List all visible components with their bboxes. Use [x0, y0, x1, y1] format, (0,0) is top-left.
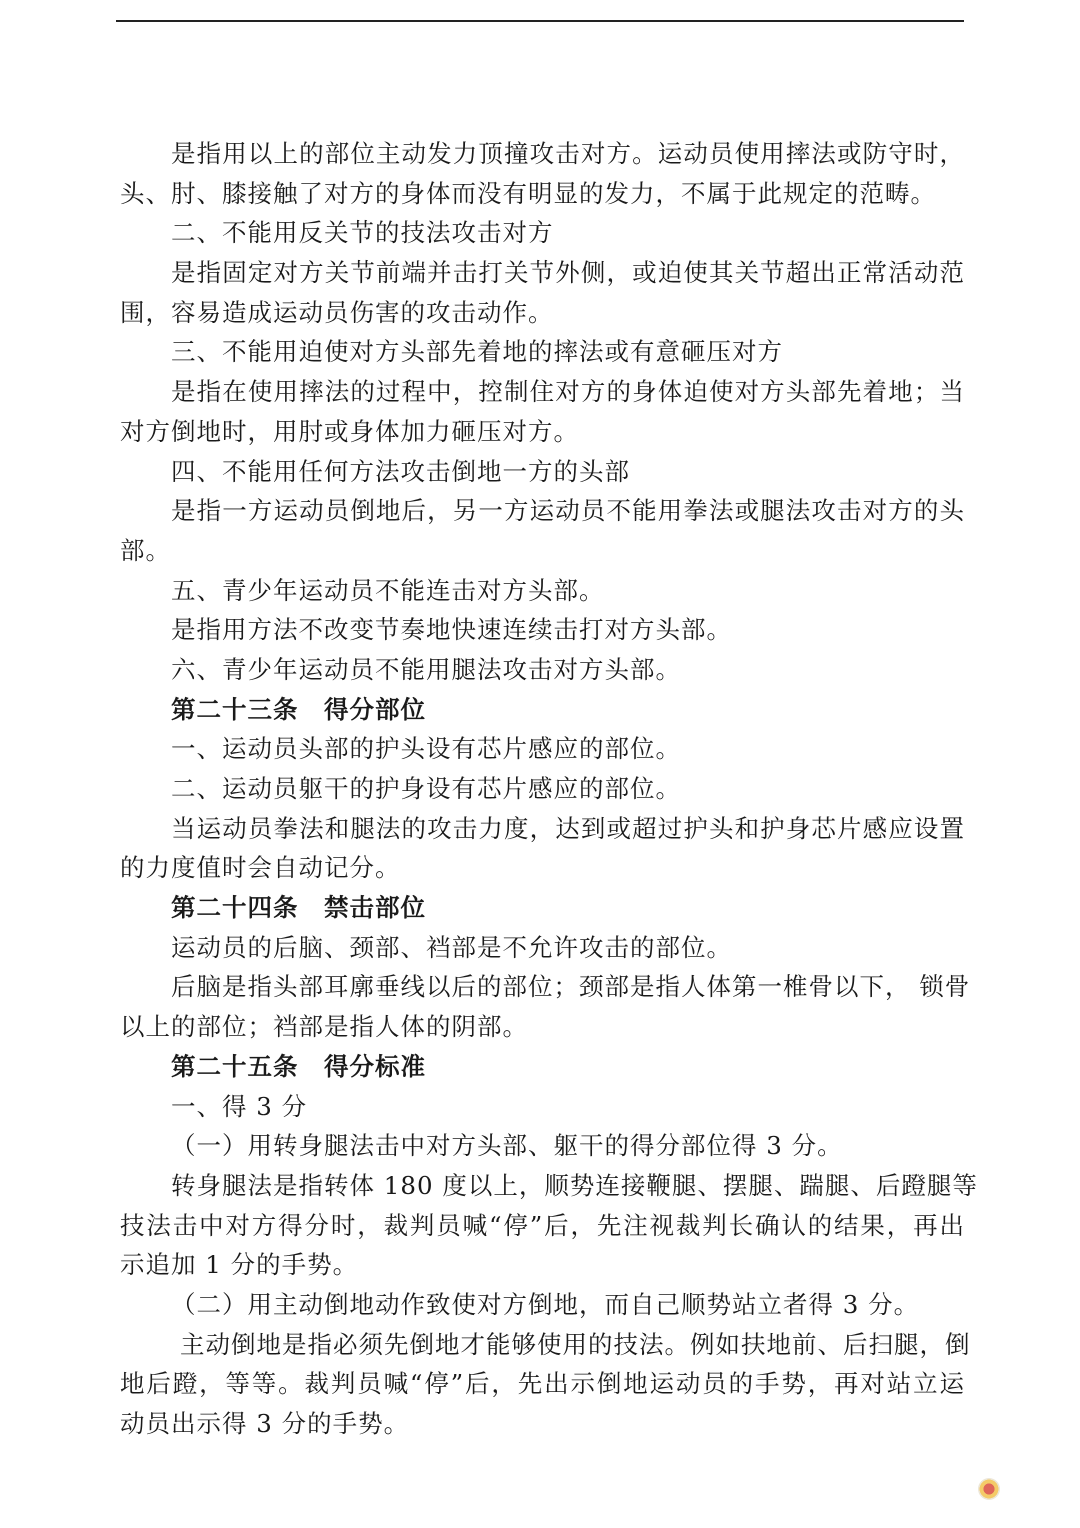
seal-logo-icon — [978, 1478, 1000, 1500]
paragraph-line: 部。 — [120, 535, 171, 565]
paragraph-line: 一、得 3 分 — [171, 1091, 308, 1121]
paragraph-line: 的力度值时会自动记分。 — [120, 853, 401, 883]
paragraph-line: 运动员的后脑、颈部、裆部是不允许攻击的部位。 — [171, 932, 732, 962]
article-heading: 第二十四条 禁击部位 — [171, 893, 426, 923]
paragraph-line: 技法击中对方得分时，裁判员喊“停”后，先注视裁判长确认的结果，再出 — [120, 1210, 965, 1240]
header-rule — [116, 20, 964, 22]
article-heading: 第二十三条 得分部位 — [171, 694, 426, 724]
paragraph-line: 当运动员拳法和腿法的攻击力度，达到或超过护头和护身芯片感应设置 — [171, 813, 965, 843]
paragraph-line: 二、运动员躯干的护身设有芯片感应的部位。 — [171, 774, 681, 803]
paragraph-line: 六、青少年运动员不能用腿法攻击对方头部。 — [171, 654, 681, 684]
paragraph-line: 二、不能用反关节的技法攻击对方 — [171, 218, 554, 248]
paragraph-line: 是指用以上的部位主动发力顶撞攻击对方。运动员使用摔法或防守时， — [171, 139, 965, 168]
article-heading: 第二十五条 得分标准 — [171, 1051, 426, 1081]
paragraph-line: 后脑是指头部耳廓垂线以后的部位；颈部是指人体第一椎骨以下， 锁骨 — [171, 972, 971, 1002]
paragraph-line: 主动倒地是指必须先倒地才能够使用的技法。例如扶地前、后扫腿，倒 — [180, 1329, 971, 1359]
paragraph-line: 三、不能用迫使对方头部先着地的摔法或有意砸压对方 — [171, 337, 783, 367]
paragraph-line: 地后蹬，等等。裁判员喊“停”后，先出示倒地运动员的手势，再对站立运 — [120, 1369, 965, 1399]
paragraph-line: （一）用转身腿法击中对方头部、躯干的得分部位得 3 分。 — [171, 1131, 843, 1161]
paragraph-line: 动员出示得 3 分的手势。 — [120, 1409, 410, 1438]
paragraph-line: 是指在使用摔法的过程中，控制住对方的身体迫使对方头部先着地；当 — [171, 377, 965, 407]
paragraph-line: 四、不能用任何方法攻击倒地一方的头部 — [171, 456, 630, 486]
paragraph-line: 以上的部位；裆部是指人体的阴部。 — [120, 1012, 528, 1042]
paragraph-line: 对方倒地时，用肘或身体加力砸压对方。 — [120, 416, 579, 446]
paragraph-line: 头、肘、膝接触了对方的身体而没有明显的发力，不属于此规定的范畴。 — [120, 178, 936, 208]
paragraph-line: 是指一方运动员倒地后，另一方运动员不能用拳法或腿法攻击对方的头 — [171, 496, 965, 526]
paragraph-line: 一、运动员头部的护头设有芯片感应的部位。 — [171, 734, 681, 764]
document-body — [120, 134, 978, 1444]
paragraph-line: 五、青少年运动员不能连击对方头部。 — [171, 575, 605, 605]
paragraph-line: （二）用主动倒地动作致使对方倒地，而自己顺势站立者得 3 分。 — [171, 1289, 920, 1319]
paragraph-line: 示追加 1 分的手势。 — [120, 1250, 359, 1280]
paragraph-line: 转身腿法是指转体 180 度以上，顺势连接鞭腿、摆腿、踹腿、后蹬腿等 — [171, 1170, 978, 1200]
paragraph-line: 是指用方法不改变节奏地快速连续击打对方头部。 — [171, 615, 732, 645]
paragraph-line: 围，容易造成运动员伤害的攻击动作。 — [120, 297, 554, 327]
paragraph-line: 是指固定对方关节前端并击打关节外侧，或迫使其关节超出正常活动范 — [171, 258, 965, 288]
